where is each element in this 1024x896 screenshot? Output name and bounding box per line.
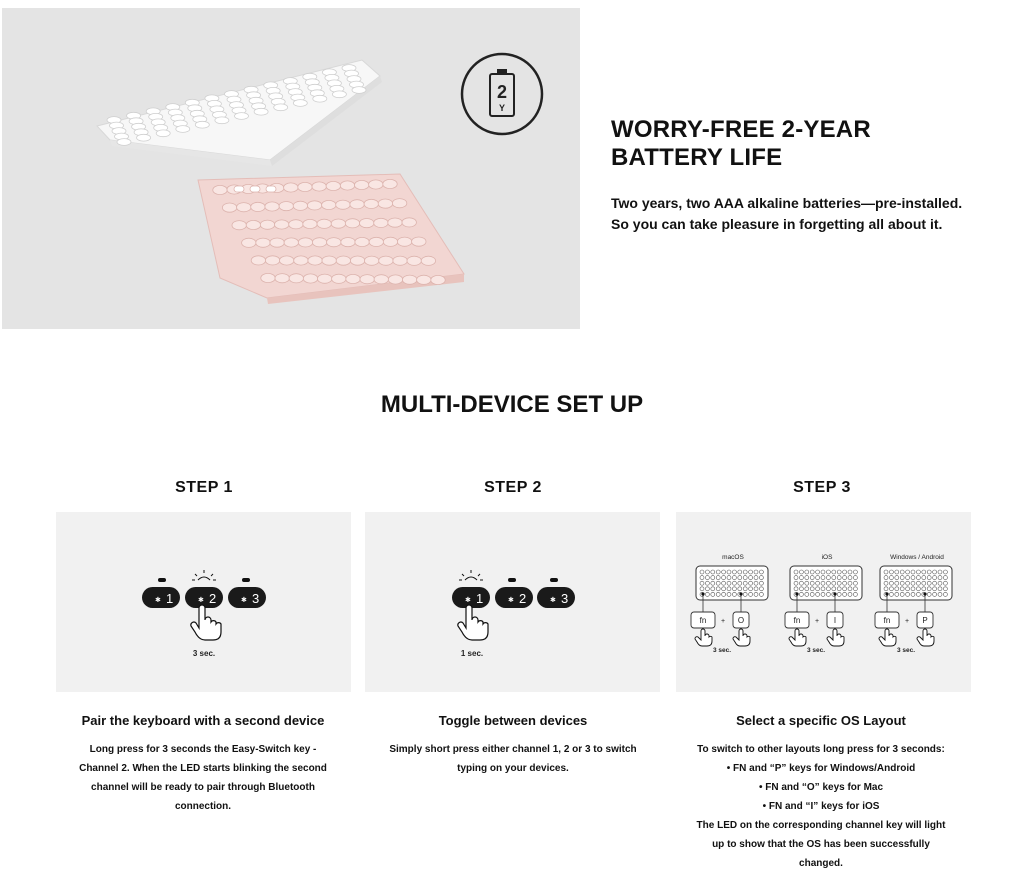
hand-press-icon bbox=[789, 629, 806, 646]
os-label: Windows / Android bbox=[890, 554, 944, 561]
easy-switch-key-2: 2 bbox=[209, 591, 217, 606]
hand-press-icon bbox=[458, 605, 488, 640]
hero-title bbox=[611, 116, 1011, 172]
easy-switch-key-2: 2 bbox=[519, 591, 527, 606]
step-3-line: The LED on the corresponding channel key will light bbox=[696, 820, 946, 831]
step-3-line: changed. bbox=[799, 858, 843, 869]
step-2-illustration bbox=[365, 512, 660, 692]
step-3-illustration bbox=[676, 512, 971, 692]
os-label: iOS bbox=[821, 554, 833, 561]
os-duration: 3 sec. bbox=[712, 647, 732, 654]
pink-keyboard-illustration bbox=[198, 174, 464, 304]
step-1-heading: STEP 1 bbox=[175, 479, 233, 496]
os-duration: 3 sec. bbox=[806, 647, 826, 654]
svg-text:✱: ✱ bbox=[241, 597, 247, 604]
step-3-heading: STEP 3 bbox=[793, 479, 851, 496]
svg-text:+: + bbox=[904, 618, 910, 625]
step-3-line: • FN and “I” keys for iOS bbox=[762, 801, 880, 812]
step-1-line: channel will be ready to pair through Bluetooth bbox=[91, 782, 315, 793]
step-1-line: Channel 2. When the LED starts blinking the second bbox=[79, 763, 327, 774]
os-label: macOS bbox=[722, 554, 744, 561]
battery-badge bbox=[462, 54, 542, 134]
svg-text:✱: ✱ bbox=[465, 597, 471, 604]
battery-badge-number: 2 bbox=[496, 82, 508, 102]
hero-desc-line: So you can take pleasure in forgetting all about it. bbox=[611, 216, 943, 232]
hero-title-line: WORRY-FREE 2-YEAR bbox=[611, 116, 871, 143]
os-layout-group bbox=[875, 554, 952, 654]
os-key: O bbox=[737, 616, 745, 625]
os-layout-group bbox=[691, 554, 768, 654]
step-2-body bbox=[350, 740, 676, 778]
fn-key: fn bbox=[699, 616, 707, 625]
fn-key: fn bbox=[793, 616, 801, 625]
svg-text:✱: ✱ bbox=[155, 597, 161, 604]
hero-desc-line: Two years, two AAA alkaline batteries—pre-installed. bbox=[611, 195, 963, 211]
battery-badge-unit: Y bbox=[498, 103, 506, 113]
easy-switch-key-1: 1 bbox=[476, 591, 484, 606]
os-key: I bbox=[833, 616, 837, 625]
hand-press-icon bbox=[879, 629, 896, 646]
os-duration: 3 sec. bbox=[896, 647, 916, 654]
svg-text:+: + bbox=[814, 618, 820, 625]
hero-title-line: BATTERY LIFE bbox=[611, 144, 783, 171]
hand-press-icon bbox=[695, 629, 712, 646]
easy-switch-key-3: 3 bbox=[252, 591, 260, 606]
step-3-subtitle: Select a specific OS Layout bbox=[736, 713, 906, 728]
step-3-line: • FN and “O” keys for Mac bbox=[758, 782, 884, 793]
step-2-line: Simply short press either channel 1, 2 or 3 to switch bbox=[389, 744, 637, 755]
easy-switch-key-1: 1 bbox=[166, 591, 174, 606]
step-3-line: To switch to other layouts long press for 3 seconds: bbox=[697, 744, 945, 755]
step-3-line: up to show that the OS has been successfully bbox=[712, 839, 930, 850]
step-1-illustration bbox=[56, 512, 351, 692]
fn-key: fn bbox=[883, 616, 891, 625]
white-keyboard-illustration bbox=[97, 60, 382, 166]
step-2-heading: STEP 2 bbox=[484, 479, 542, 496]
step-2-duration: 1 sec. bbox=[460, 649, 484, 658]
easy-switch-key-3: 3 bbox=[561, 591, 569, 606]
os-layout-group bbox=[785, 554, 862, 654]
hand-press-icon bbox=[827, 629, 844, 646]
step-2-subtitle: Toggle between devices bbox=[438, 713, 588, 728]
step-2-line: typing on your devices. bbox=[457, 763, 569, 774]
svg-text:✱: ✱ bbox=[198, 597, 204, 604]
step-1-line: connection. bbox=[174, 801, 232, 812]
step-3-line: • FN and “P” keys for Windows/Android bbox=[726, 763, 916, 774]
svg-text:+: + bbox=[720, 618, 726, 625]
hand-press-icon bbox=[733, 629, 750, 646]
os-key: P bbox=[922, 616, 928, 625]
step-1-line: Long press for 3 seconds the Easy-Switch key - bbox=[89, 744, 317, 755]
hero-description bbox=[611, 193, 1011, 235]
hand-press-icon bbox=[191, 605, 221, 640]
hero-keyboards-image bbox=[2, 8, 580, 329]
step-1-body bbox=[40, 740, 366, 816]
step-1-subtitle: Pair the keyboard with a second device bbox=[81, 713, 325, 728]
svg-text:✱: ✱ bbox=[508, 597, 514, 604]
section-title: MULTI-DEVICE SET UP bbox=[380, 391, 644, 418]
step-3-body bbox=[658, 740, 984, 873]
svg-text:✱: ✱ bbox=[550, 597, 556, 604]
step-1-duration: 3 sec. bbox=[192, 649, 216, 658]
hand-press-icon bbox=[917, 629, 934, 646]
